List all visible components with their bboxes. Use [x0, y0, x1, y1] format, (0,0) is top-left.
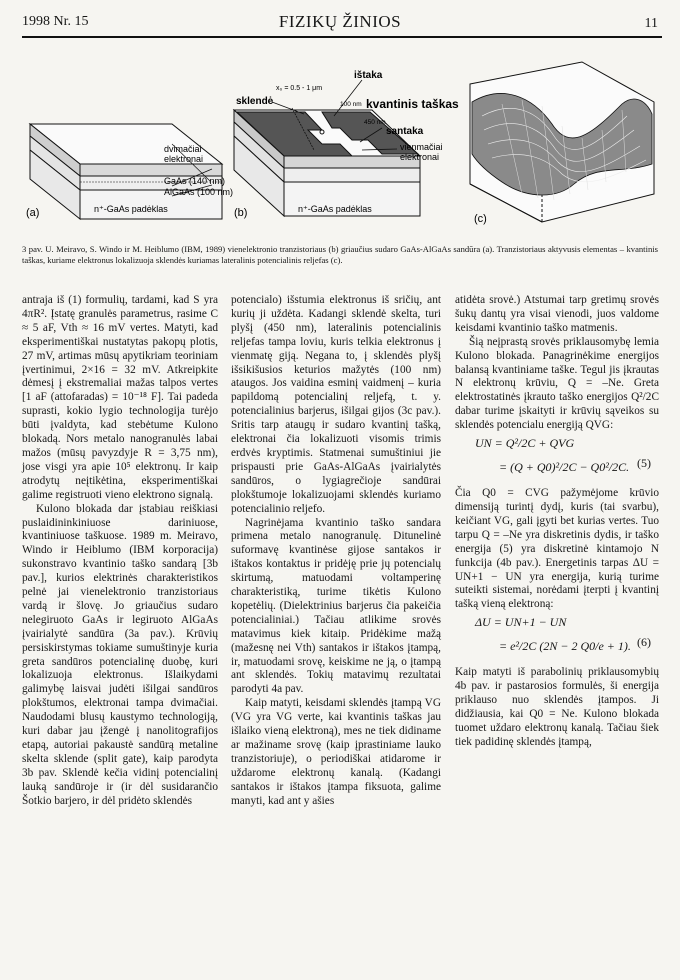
label-100nm: 100 nm [340, 101, 362, 108]
label-substrate-a: n⁺-GaAs padėklas [94, 204, 168, 214]
page-number: 11 [644, 16, 658, 31]
panel-a-heterostructure [26, 124, 233, 219]
panel-c-potential-landscape [470, 62, 654, 225]
col3-paragraph-2: Šią neįprastą srovės priklausomybę lemia Kulono blokada. Panagrinėkime energijos balansą kvantiniame taške. Tegul jis įkrautas N elektronų krūviu, Q = –Ne. Greta elektrostatinės įkrauto taško energijos Q²/2C dabar turime įskaityti ir krūvių sąveikos su sklendės potencialu energiją QVG: [455, 335, 659, 432]
equation-5 [455, 433, 659, 487]
header-rule [22, 36, 662, 38]
column-3 [455, 294, 659, 750]
label-450nm: 450 nm [364, 119, 386, 126]
equation-6-line-2: = e²/2C (2N − 2 Q0/e + 1). [499, 639, 631, 654]
col2-paragraph-2: Nagrinėjama kvantinio taško sandara primena metalo nanogranulę. Ditunelinė suformavę kvantinėse gijose santakos ir ištakos kontaktus ir pridėję prie jų potencialų skirtumą, matuodami voltamperinę charakteristiką, turime tikėtis Kulono kopetėlių. (Dielektrinius barjerus čia pakeičia potencialiniai.) Tačiau atlikime srovės matavimus kiek kitaip. Pridėkime mažą (mažesnę nei Vth) santakos ir ištakos įtampą, ir, matuodami srovę, keiskime ne ją, o įtampą ant sklendės. Tokių matavimų rezultatai parodyti 4a pav. [231, 516, 441, 696]
running-header [22, 10, 658, 36]
equation-5-line-2: = (Q + Q0)²/2C − Q0²/2C. [499, 460, 630, 475]
figure-3 [22, 44, 662, 240]
label-elektronai: elektronai [164, 154, 204, 164]
label-algaas-layer: AlGaAs (100 nm) [164, 187, 234, 197]
journal-title: FIZIKŲ ŽINIOS [278, 12, 402, 31]
label-istaka: ištaka [354, 70, 383, 81]
equation-6-line-1: ΔU = UN+1 − UN [475, 615, 567, 630]
col3-paragraph-4: Kaip matyti iš parabolinių priklausomybių 4b pav. ir pastarosios formulės, ši energija priklauso nuo sklendės įtampos. Ji didžiausia, kai Q0 = Ne. Kulono blokada tuomet uždaro elektronų kanalą. Tačiau šiek tiek padidinę sklendės įtampą, [455, 666, 659, 748]
col2-paragraph-1: potencialo) išstumia elektronus iš sričių, ant kurių ji uždėta. Kadangi sklendė skelta, turi plyšį (450 nm), lateralinis potencialinis reljefas tampa loviu, kuris telkia elektronus į vienmatę giją. Negana to, į sklendės plyšį išsikišusios keturios mažytės (100 nm) ataugos. Jos vaidina esminį vaidmenį – kuria papildomą potencialinį reljefą, t. y. potencialinius barjerus, išilgai gijos (3c pav.). Sritis tarp ataugų ir sudaro kvantinį tašką, elektronai čia lokalizuoti visomis trimis erdvės kryptimis. Statmenai sumuštiniui jie prispausti prie GaAs-AlGaAs įvairialytės sandūros, o lygiagrečioje sandūrai plokštumoje lokalizuojami sklendės kuriamo potencialinio reljefo. [231, 294, 441, 515]
col2-paragraph-3: Kaip matyti, keisdami sklendės įtampą VG (VG yra VG verte, kai kvantinis taškas jau išlaiko vieną elektroną), mes ne tiek didiname ar mažiname srovę (kaip įprastiniame lauko tranzistoriuje), o periodiškai atidarome ir uždarome elektronų kanalą. (Kadangi santakos ir ištakos įtampa fiksuota, galime manyti, kad ant y ašies [231, 697, 441, 807]
col3-paragraph-3: Čia Q0 = CVG pažymėjome krūvio dimensiją turintį dydį, kuris (tai svarbu), keičiant VG, gali įgyti bet kurias vertes. Tuo tarpu Q = –Ne yra diskretinis dydis, ir taško energija (5) yra diskretinė kintamojo N funkcija (4b pav.). Energetinis tarpas ΔU = UN+1 − UN yra energija, kurią turime suteikti sistemai, norėdami įterpti į kvantinį tašką vieną elektroną: [455, 487, 659, 611]
label-dvimaciai: dvimačiai [164, 144, 202, 154]
panel-b-split-gate [234, 70, 459, 219]
equation-5-number: (5) [637, 456, 651, 471]
label-gaas-layer: GaAs (140 nm) [164, 176, 226, 186]
issue-label: 1998 Nr. 15 [22, 14, 89, 29]
col3-paragraph-1: atidėta srovė.) Atstumai tarp gretimų srovės šukų dantų yra visai vienodi, juos valdome keisdami kvantinio taško matmenis. [455, 294, 659, 334]
label-substrate-b: n⁺-GaAs padėklas [298, 204, 372, 214]
col1-paragraph-2: Kulono blokada dar įstabiau reiškiasi puslaidininkiniuose dariniuose, kvantiniuose taškuose. 1989 m. Meiravo, Windo ir Heiblumo (IBM korporacija) sukonstravo kvantinio taško sandarą [3b pav.], kurios elektrinės charakteristikos pelnė jai vienelektronio tranzistoriaus vardą ir šlovę. Jo griaučius sudaro nelegiruoto GaAs ir legiruoto AlGaAs įvairialytė sandūra (3a pav.). Krūvių persiskirstymas tokiame sumuštinyje kuria greta sandūros potencialinę duobę, kuri lokalizuoja elektronus. Išlaikydami galimybę laisvai judėti išilgai sandūros plokštumos, elektronai tampa dvimačiai. Naudodami blusų kaustymo technologiją, kuri dabar jau įžengė į nanolitografijos etapą, autoriai pakaustė sandūrą metaline skelta sklende (split gate), kaip parodyta 3b pav. Sklendė kečia vidinį potencialinį lauką sandūroje ir (ir dėl susidarančio Šotkio barjero, ir dėl pridėto sklendės [22, 502, 218, 807]
panel-b-letter: (b) [234, 207, 248, 219]
label-kvantinis-taskas: kvantinis taškas [366, 97, 459, 111]
column-2 [231, 294, 441, 809]
figure-caption: 3 pav. U. Meiravo, S. Windo ir M. Heiblumo (IBM, 1989) vienelektronio tranzistoriaus (b) griaučius sudaro GaAs-AlGaAs sandūra (a). Tranzistoriaus aktyvusis elementas – kvantinis taškas, kuriame elektronus lokalizuoja sklendės kuriamas lateralinis potencialinis reljefas (c). [22, 244, 658, 265]
equation-6 [455, 612, 659, 666]
label-vienmaciai: vienmačiai [400, 142, 443, 152]
equation-6-number: (6) [637, 635, 651, 650]
label-elektronai-1d: elektronai [400, 152, 440, 162]
label-santaka: santaka [386, 126, 424, 137]
panel-c-letter: (c) [474, 213, 487, 225]
panel-a-letter: (a) [26, 207, 40, 219]
label-gap-width: x₀ = 0.5 - 1 μm [276, 85, 323, 92]
equation-5-line-1: UN = Q²/2C + QVG [475, 436, 575, 451]
column-1 [22, 294, 218, 809]
label-sklende: sklendė [236, 96, 274, 107]
col1-paragraph-1: antraja iš (1) formulių, tardami, kad S yra 4πR². Įstatę granulės parametrus, rasime C ≈ 5 aF, Vth ≈ 16 mV vertes. Matyti, kad eksperimentiškai nustatytas pakopų plotis, 27 mV, artimas mūsų apytikriam teoriniam įvertinimui, 2×16 = 32 mV. Atkreipkite dėmesį į ekstremaliai mažas talpos vertes [1 aF (attofaradas) = 10⁻¹⁸ F]. Tai padeda suprasti, kokio lygio technologija turėjo būti įvaldyta, kad stebėtume Kulono blokadą. Nors metalo nanogranulės labai mažos (mūsų pavyzdyje R = 3,75 nm), jose visgi yra apie 10⁵ elektronų. Ir kaip atrodytų neįtikėtina, eksperimentiškai galime registruoti vieno elektrono signalą. [22, 294, 218, 501]
